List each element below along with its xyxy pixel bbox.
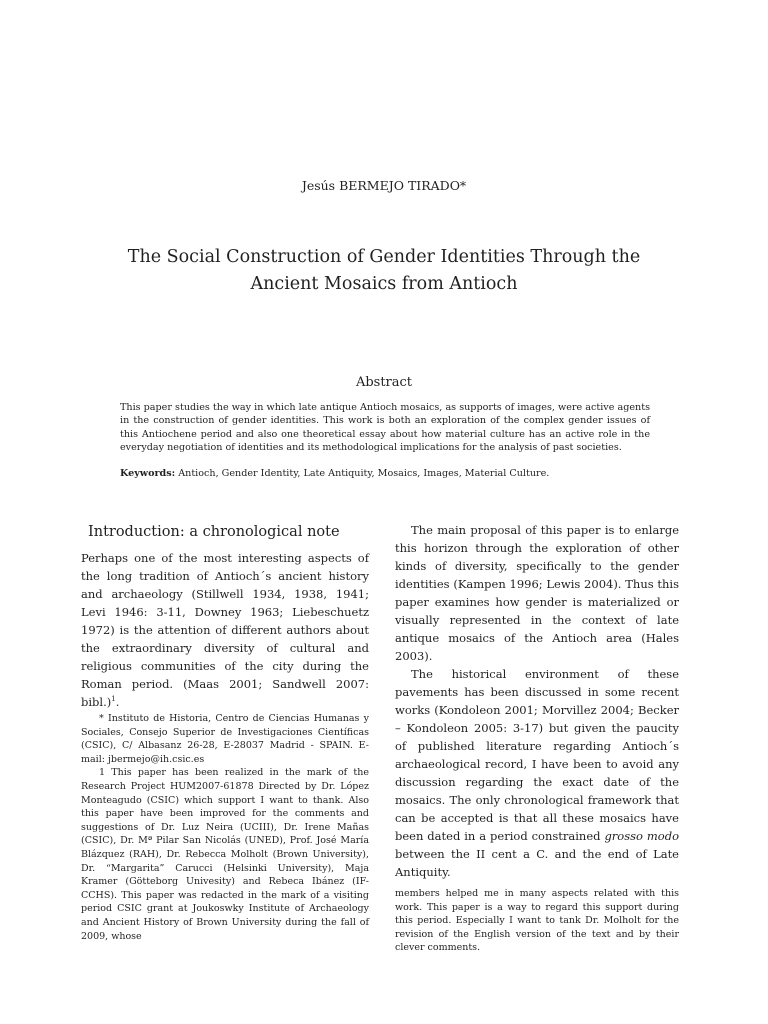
right-paragraph-2 [395,665,679,881]
abstract-text: This paper studies the way in which late antique Antioch mosaics, as supports of images, were active agents in the construction of gender identities. This work is both an exploration of the complex gender issues of this Antiochene period and also one theoretical essay about how material culture has an active role in the everyday negotiation of identities and its methodological implications for the analysis of past societies. [120,402,650,453]
right-paragraph-1: The main proposal of this paper is to enlarge this horizon through the exploration of other kinds of diversity, specifically to the gender identities (Kampen 1996; Lewis 2004). Thus this paper examines how gender is materialized or visually represented in the context of late antique mosaics of the Antioch area (Hales 2003). [395,523,679,663]
title-line-1: The Social Construction of Gender Identities Through the [127,247,641,267]
abstract-heading: Abstract [355,375,413,390]
left-column [81,521,369,711]
section-heading: Introduction: a chronological note [88,524,340,540]
right-paragraph-2-end: between the II cent a C. and the end of Late Antiquity. [395,847,679,879]
footnote-star: * Instituto de Historia, Centro de Ciencias Humanas y Sociales, Consejo Superior de Investigaciones Científicas (CSIC), C/ Albasanz 26-28, E-28037 Madrid - SPAIN. E-mail: jbermejo@ih.csic.es [81,713,369,765]
intro-paragraph-text: Perhaps one of the most interesting aspects of the long tradition of Antioch´s ancient history and archaeology (Stillwell 1934, 1938, 1941; Levi 1946: 3-11, Downey 1963; Liebeschuetz 1972) is the attention of different authors about the extraordinary diversity of cultural and religious communities of the city during the Roman period. (Maas 2001; Sandwell 2007: bibl.) [81,551,369,709]
right-paragraph-2-start: The historical environment of these pavements has been discussed in some recent works (Kondoleon 2001; Morvillez 2004; Becker – Kondoleon 2005: 3-17) but given the paucity of published literature regarding Antioch´s archaeological record, I have been to avoid any discussion regarding the exact date of the mosaics. The only chronological framework that can be accepted is that all these mosaics have been dated in a period constrained [395,667,679,843]
right-column [395,521,679,881]
intro-paragraph-end: . [115,695,120,709]
title-line-2: Ancient Mosaics from Antioch [250,274,518,294]
intro-paragraph [81,549,369,711]
footnote-ref-1: 1 [111,695,116,704]
keywords-text: Antioch, Gender Identity, Late Antiquity, Mosaics, Images, Material Culture. [175,468,550,479]
keywords [120,467,650,480]
footnotes [81,712,369,943]
footnote-1: 1 This paper has been realized in the mark of the Research Project HUM2007-61878 Directed by Dr. López Monteagudo (CSIC) which support I want to thank. Also this paper have been improved for the comments and suggestions of Dr. Luz Neira (UCIII), Dr. Irene Mañas (CSIC), Dr. Mª Pilar San Nicolás (UNED), Prof. José María Blázquez (RAH), Dr. Rebecca Molholt (Brown University), Dr. “Margarita” Carucci (Helsinki University), Maja Kramer (Götteborg Univesity) and Rebeca Ibánez (IF-CCHS). This paper was redacted in the mark of a visiting period CSIC grant at Joukoswky Institute of Archaeology and Ancient History of Brown University during the fall of 2009, whose [81,767,369,942]
paper-title [90,244,678,298]
keywords-label: Keywords: [120,468,176,479]
author-name: Jesús BERMEJO TIRADO* [301,178,467,193]
right-paragraph-2-italic: grosso modo [604,829,679,843]
footnote-1-continued: members helped me in many aspects related with this work. This paper is a way to regard this support during this period. Especially I want to tank Dr. Molholt for the revision of the English version of the text and by their clever comments. [395,888,679,954]
